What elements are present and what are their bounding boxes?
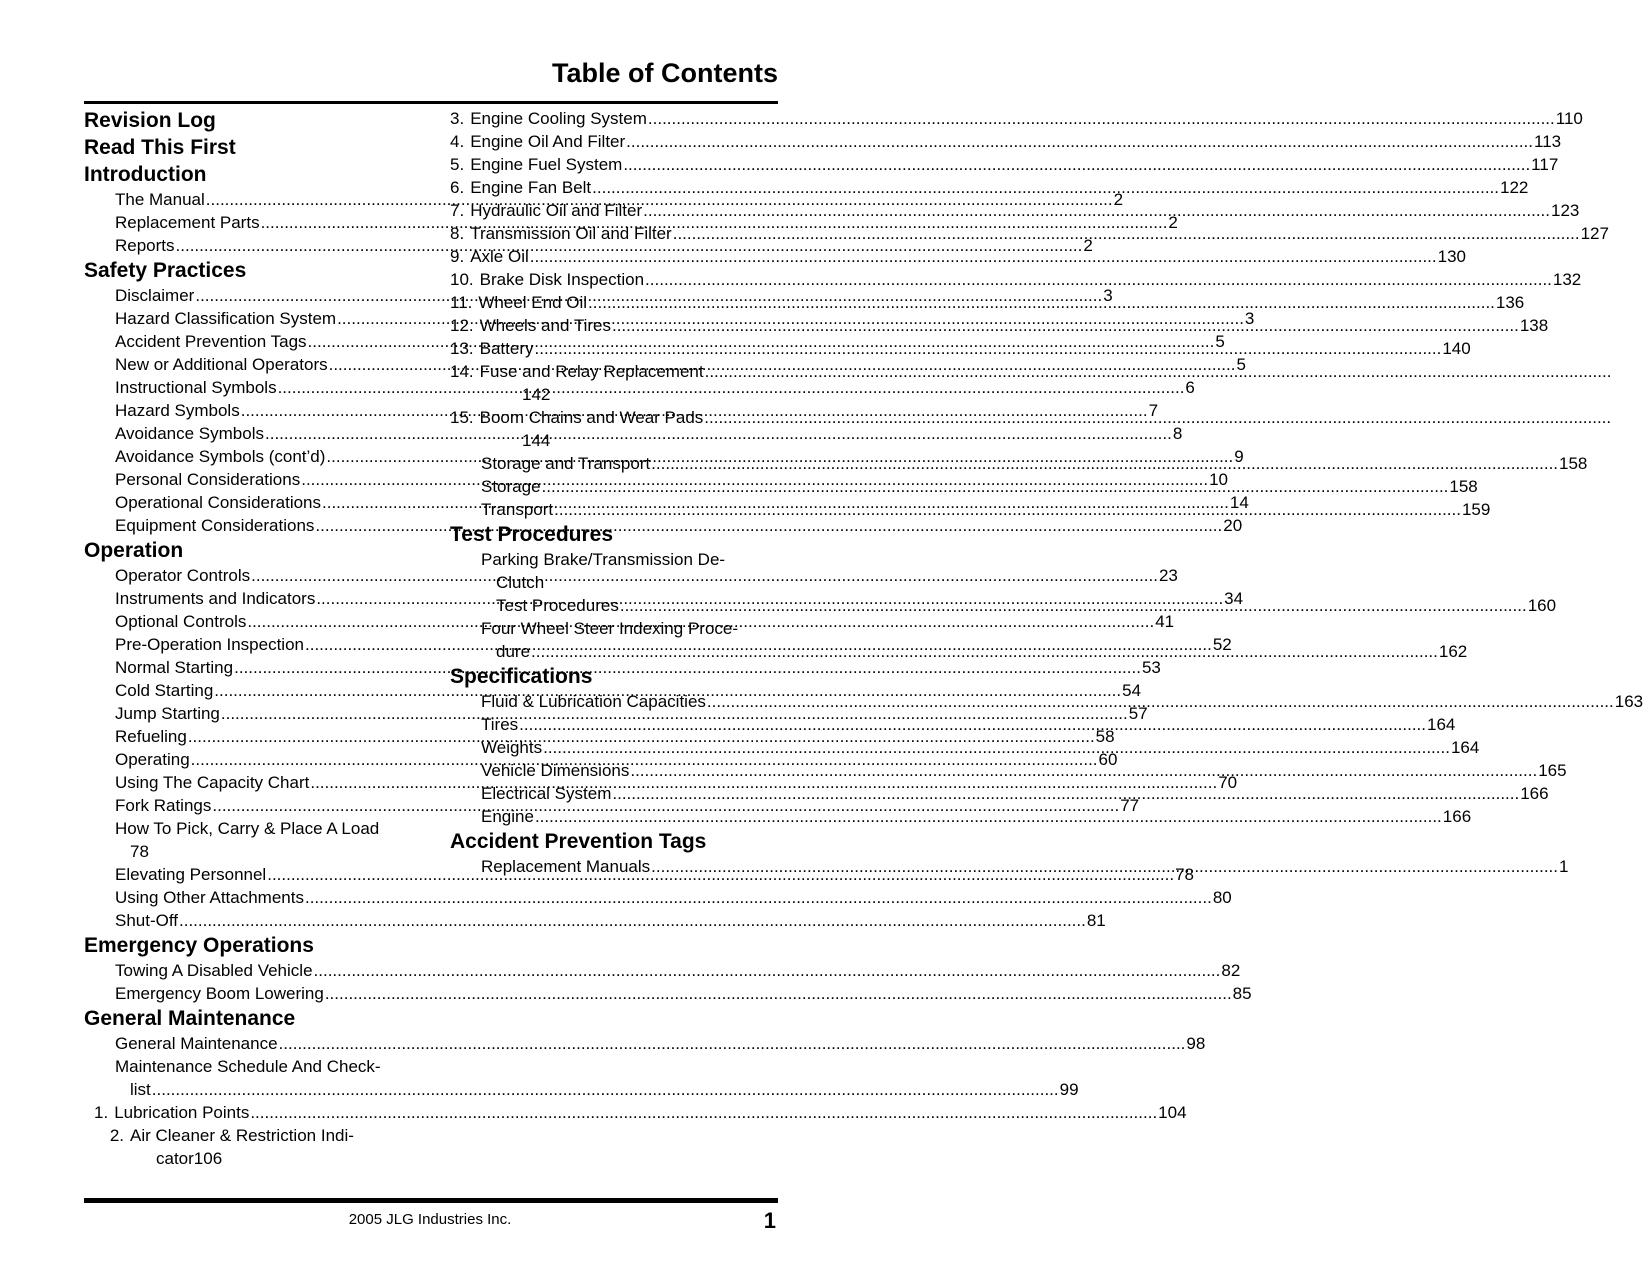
- toc-entry-text: Elevating Personnel: [115, 865, 267, 884]
- toc-entry-text: Refueling: [115, 727, 187, 746]
- toc-entry-text: Jump Starting: [115, 704, 220, 723]
- item-number: 8.: [450, 224, 465, 243]
- toc-entry-page: 23: [1158, 566, 1178, 585]
- section-specifications[interactable]: Specifications: [450, 665, 593, 688]
- toc-entry-text: Hazard Classification System: [115, 309, 337, 328]
- toc-entry-page: 140: [1442, 339, 1471, 358]
- toc-entry-text: Lubrication Points: [114, 1103, 250, 1122]
- section-read-this-first[interactable]: Read This First: [84, 136, 236, 159]
- toc-entry-text: Using The Capacity Chart: [115, 773, 310, 792]
- leader-dots: [626, 130, 1533, 153]
- toc-entry-text: Reports: [115, 236, 175, 255]
- toc-entry-text: Personal Considerations: [115, 470, 301, 489]
- toc-entry-page: 158: [1449, 477, 1478, 496]
- item-number: 4.: [450, 132, 465, 151]
- toc-entry-page: 122: [1500, 178, 1529, 197]
- toc-entry-page: 8: [1172, 424, 1183, 443]
- item-number: 7.: [450, 201, 465, 220]
- leader-dots: [651, 855, 1558, 878]
- toc-entry-page: 85: [1232, 984, 1252, 1003]
- leader-dots: [250, 1101, 1157, 1124]
- toc-entry[interactable]: [84, 982, 1252, 1005]
- toc-entry-text: Operating: [115, 750, 190, 769]
- toc-entry-page: 2: [1083, 236, 1093, 255]
- toc-entry-page: 2: [1168, 213, 1178, 232]
- toc-entry-text: Engine Fan Belt: [470, 178, 592, 197]
- toc-entry-page: 5: [1215, 332, 1225, 351]
- leader-dots: [535, 805, 1442, 828]
- toc-entry-text: Replacement Parts: [115, 213, 260, 232]
- toc-entry-page: 5: [1236, 355, 1246, 374]
- leader-dots: [705, 360, 1612, 383]
- toc-entry-text: General Maintenance: [115, 1034, 278, 1053]
- item-number: 11.: [450, 293, 473, 312]
- toc-entry-page: 164: [1427, 715, 1456, 734]
- toc-entry-page: 99: [1059, 1080, 1079, 1099]
- leader-dots: [623, 153, 1530, 176]
- toc-entry-page: 159: [1461, 500, 1491, 519]
- item-number: 14.: [450, 362, 474, 381]
- leader-dots: [643, 199, 1550, 222]
- toc-entry[interactable]: [450, 452, 1588, 475]
- toc-entry-page: 1: [1559, 857, 1569, 876]
- item-number: 9.: [450, 247, 465, 266]
- toc-entry-text: Four Wheel Steer Indexing Proce-: [481, 619, 739, 638]
- toc-entry-page: 6: [1185, 378, 1195, 397]
- leader-dots: [645, 268, 1552, 291]
- leader-dots: [535, 337, 1442, 360]
- toc-entry-text: Using Other Attachments: [115, 888, 304, 907]
- leader-dots: [531, 640, 1438, 663]
- toc-entry-text: list: [130, 1080, 151, 1099]
- toc-entry-page: 163: [1614, 692, 1643, 711]
- toc-entry-text: Transport: [481, 500, 554, 519]
- leader-dots: [612, 782, 1519, 805]
- toc-entry-text: Engine: [481, 807, 534, 826]
- toc-entry-text: Avoidance Symbols (cont’d): [115, 447, 326, 466]
- toc-entry-boom-chains[interactable]: [450, 406, 777, 452]
- toc-numbered-entry[interactable]: [450, 291, 1525, 314]
- toc-numbered-entry[interactable]: [450, 245, 1466, 268]
- leader-dots: [704, 406, 1611, 429]
- toc-entry-text: dure: [496, 642, 531, 661]
- toc-entry-text: Battery: [479, 339, 534, 358]
- toc-entry-page: 77: [1120, 796, 1140, 815]
- toc-entry-text: Shut-Off: [115, 911, 178, 930]
- toc-entry-page: 123: [1550, 201, 1580, 220]
- toc-entry-text: Weights: [481, 738, 543, 757]
- toc-numbered-entry[interactable]: [450, 130, 1562, 153]
- toc-entry-text: Pre-Operation Inspection: [115, 635, 304, 654]
- leader-dots: [152, 1078, 1059, 1101]
- toc-entry-text: Replacement Manuals: [481, 857, 651, 876]
- toc-entry-page: 20: [1223, 516, 1243, 535]
- toc-entry-page: 166: [1520, 784, 1549, 803]
- toc-entry-page: 160: [1527, 596, 1557, 615]
- toc-entry-general-maintenance[interactable]: [84, 1032, 1206, 1055]
- toc-entry-lubrication-points[interactable]: [84, 1101, 1187, 1124]
- leader-dots: [588, 291, 1495, 314]
- toc-entry-text: Wheels and Tires: [479, 316, 611, 335]
- toc-entry-text: Accident Prevention Tags: [115, 332, 307, 351]
- toc-entry-page: 130: [1437, 247, 1466, 266]
- item-number: 12.: [450, 316, 474, 335]
- footer-copyright: 2005 JLG Industries Inc.: [348, 1211, 512, 1228]
- toc-numbered-entry[interactable]: [450, 153, 1559, 176]
- section-accident-prevention-tags[interactable]: Accident Prevention Tags: [450, 830, 707, 853]
- toc-entry-text: Storage and Transport: [481, 454, 651, 473]
- toc-numbered-entry[interactable]: [450, 107, 1583, 130]
- leader-dots: [542, 475, 1449, 498]
- item-number: 2.: [109, 1126, 124, 1145]
- toc-entry-text: Engine Fuel System: [470, 155, 623, 174]
- item-number: 10.: [450, 270, 474, 289]
- section-general-maintenance[interactable]: General Maintenance: [84, 1007, 296, 1030]
- toc-entry-text: Air Cleaner & Restriction Indi-: [130, 1126, 354, 1145]
- toc-entry-page: 41: [1155, 612, 1175, 631]
- page-title: Table of Contents: [552, 58, 778, 88]
- toc-entry-page: 165: [1538, 761, 1567, 780]
- toc-entry-text: Test Procedures: [496, 596, 619, 615]
- leader-dots: [651, 452, 1558, 475]
- toc-entry-pick-carry[interactable]: [84, 817, 411, 863]
- toc-entry-text: Operator Controls: [115, 566, 251, 585]
- toc-entry-page: 9: [1234, 447, 1244, 466]
- toc-entry-page: 60: [1098, 750, 1118, 769]
- toc-entry-text: Cold Starting: [115, 681, 214, 700]
- toc-entry-page: 138: [1519, 316, 1549, 335]
- item-number: 3.: [450, 109, 465, 128]
- toc-entry-page: 52: [1212, 635, 1232, 654]
- toc-entry-page: 2: [1113, 190, 1124, 209]
- toc-entry-page: 142: [522, 385, 551, 404]
- leader-dots: [707, 690, 1614, 713]
- footer-rule: [84, 1198, 778, 1203]
- leader-dots: [179, 909, 1086, 932]
- toc-entry-page: 70: [1218, 773, 1238, 792]
- toc-entry-text: Emergency Boom Lowering: [115, 984, 324, 1003]
- toc-entry-fuse-relay[interactable]: [450, 360, 777, 406]
- leader-dots: [612, 314, 1519, 337]
- toc-entry[interactable]: [84, 886, 1232, 909]
- toc-entry-text: Parking Brake/Transmission De-: [481, 550, 726, 569]
- toc-numbered-entry[interactable]: [450, 314, 1549, 337]
- section-emergency-operations[interactable]: Emergency Operations: [84, 934, 314, 957]
- toc-entry-text: Engine Oil And Filter: [470, 132, 626, 151]
- toc-entry-page: 166: [1442, 807, 1472, 826]
- toc-entry-text: The Manual: [115, 190, 205, 209]
- toc-entry-page: 82: [1221, 961, 1241, 980]
- leader-dots: [530, 245, 1437, 268]
- toc-entry-page: 98: [1186, 1034, 1206, 1053]
- item-number: 15.: [450, 408, 474, 427]
- toc-entry-page: 81: [1086, 911, 1106, 930]
- toc-entry-page: 78: [1175, 865, 1194, 884]
- toc-entry-text: Brake Disk Inspection: [479, 270, 645, 289]
- leader-dots: [630, 759, 1537, 782]
- toc-entry-text: Towing A Disabled Vehicle: [115, 961, 313, 980]
- toc-entry-page: 80: [1212, 888, 1232, 907]
- toc-entry-page: 110: [1555, 109, 1583, 128]
- toc-entry-text: cator106: [156, 1149, 223, 1168]
- leader-dots: [305, 886, 1212, 909]
- toc-entry-text: New or Additional Operators: [115, 355, 328, 374]
- leader-dots: [543, 736, 1450, 759]
- toc-entry-page: 54: [1122, 681, 1142, 700]
- toc-entry-text: Tires: [481, 715, 519, 734]
- toc-entry-text: Equipment Considerations: [115, 516, 315, 535]
- toc-entry-text: Instructional Symbols: [115, 378, 277, 397]
- toc-entry-page: 127: [1580, 224, 1609, 243]
- toc-entry-text: Electrical System: [481, 784, 612, 803]
- leader-dots: [554, 498, 1461, 521]
- toc-entry-text: How To Pick, Carry & Place A Load: [115, 819, 380, 838]
- toc-numbered-entry[interactable]: [450, 176, 1529, 199]
- toc-entry-page: 104: [1158, 1103, 1187, 1122]
- toc-entry-text: Transmission Oil and Filter: [470, 224, 672, 243]
- leader-dots: [279, 1032, 1186, 1055]
- toc-entry-page: 117: [1531, 155, 1559, 174]
- toc-entry-text: Vehicle Dimensions: [481, 761, 630, 780]
- toc-entry-air-cleaner[interactable]: [84, 1124, 411, 1170]
- section-revision-log[interactable]: Revision Log: [84, 109, 216, 132]
- toc-entry-text: Clutch: [496, 573, 545, 592]
- toc-entry[interactable]: [84, 909, 1106, 932]
- toc-entry-text: Hazard Symbols: [115, 401, 240, 420]
- toc-entry-text: Fork Ratings: [115, 796, 212, 815]
- toc-entry-text: Avoidance Symbols: [115, 424, 264, 443]
- toc-entry-page: 164: [1450, 738, 1480, 757]
- toc-entry-text: Hydraulic Oil and Filter: [470, 201, 643, 220]
- leader-dots: [519, 713, 1426, 736]
- toc-numbered-entry[interactable]: [450, 199, 1580, 222]
- section-safety-practices[interactable]: Safety Practices: [84, 259, 247, 282]
- leader-dots: [620, 594, 1527, 617]
- toc-entry-page: 53: [1141, 658, 1161, 677]
- toc-entry-page: 57: [1128, 704, 1148, 723]
- leader-dots: [648, 107, 1555, 130]
- toc-entry-text: Instruments and Indicators: [115, 589, 316, 608]
- toc-entry-page: 3: [1103, 286, 1113, 305]
- toc-entry-page: 78: [130, 842, 149, 861]
- item-number: 13.: [450, 339, 474, 358]
- toc-entry-page: 3: [1244, 309, 1255, 328]
- page-number: 1: [763, 1208, 776, 1233]
- toc-entry-text: Wheel End Oil: [478, 293, 588, 312]
- leader-dots: [592, 176, 1499, 199]
- toc-entry-text: Engine Cooling System: [470, 109, 647, 128]
- toc-entry-maintenance-schedule[interactable]: [84, 1055, 1079, 1101]
- toc-entry-page: 14: [1229, 493, 1249, 512]
- toc-entry-text: Fuse and Relay Replacement: [479, 362, 704, 381]
- leader-dots: [314, 959, 1221, 982]
- toc-entry-text: Axle Oil: [470, 247, 529, 266]
- toc-entry-text: Storage: [481, 477, 541, 496]
- leader-dots: [325, 982, 1232, 1005]
- toc-entry-page: 162: [1438, 642, 1468, 661]
- toc-entry-page: 136: [1495, 293, 1525, 312]
- toc-entry-text: Fluid & Lubrication Capacities: [481, 692, 706, 711]
- toc-numbered-entry[interactable]: [450, 268, 1582, 291]
- toc-entry-page: 10: [1209, 470, 1228, 489]
- toc-numbered-entry[interactable]: [450, 222, 1609, 245]
- toc-entry-page: 132: [1552, 270, 1582, 289]
- toc-entry-page: 7: [1148, 401, 1159, 420]
- section-test-procedures[interactable]: Test Procedures: [450, 523, 614, 546]
- toc-entry-text: Operational Considerations: [115, 493, 322, 512]
- header-rule: [84, 101, 778, 104]
- toc-entry-text: Maintenance Schedule And Check-: [115, 1057, 381, 1076]
- toc-entry-page: 113: [1534, 132, 1562, 151]
- toc-entry-text: Boom Chains and Wear Pads: [479, 408, 704, 427]
- toc-entry-page: 144: [522, 431, 551, 450]
- item-number: 5.: [450, 155, 465, 174]
- section-introduction[interactable]: Introduction: [84, 163, 207, 186]
- toc-entry-text: Disclaimer: [115, 286, 195, 305]
- item-number: 1.: [94, 1103, 109, 1122]
- item-number: 6.: [450, 178, 465, 197]
- toc-entry-text: Optional Controls: [115, 612, 247, 631]
- toc-entry-page: 34: [1224, 589, 1244, 608]
- toc-entry[interactable]: [84, 959, 1241, 982]
- toc-entry-text: Normal Starting: [115, 658, 234, 677]
- toc-entry-page: 158: [1559, 454, 1588, 473]
- section-operation[interactable]: Operation: [84, 539, 184, 562]
- toc-numbered-entry[interactable]: [450, 337, 1471, 360]
- toc-entry-page: 58: [1095, 727, 1115, 746]
- leader-dots: [673, 222, 1580, 245]
